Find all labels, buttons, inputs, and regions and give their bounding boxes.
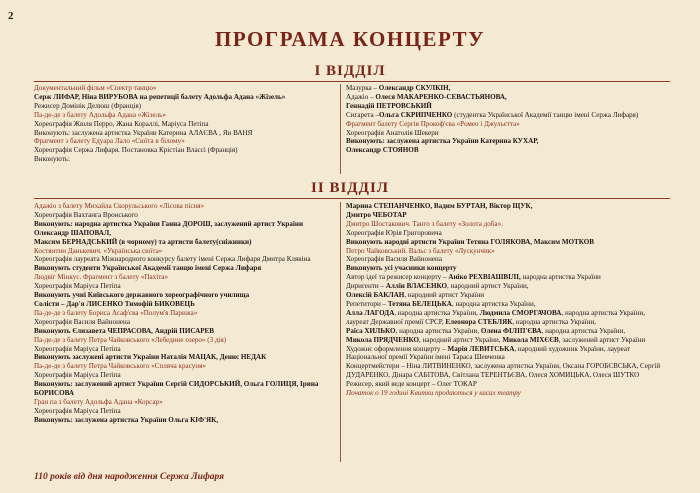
line-text: Геннадій ПЕТРОВСЬКИЙ bbox=[346, 101, 432, 110]
line-text: , народна артистка України, bbox=[451, 299, 536, 308]
line-text: Сигарета – bbox=[346, 110, 379, 119]
program-line bbox=[34, 273, 334, 282]
line-text: Олександр СТОЯНОВ bbox=[346, 146, 419, 155]
section-1-column-divider bbox=[340, 84, 341, 174]
line-text: Максим БЕРНАДСЬКИЙ (в чорному) та артисти балету(сніжинки) bbox=[34, 237, 252, 246]
program-line bbox=[346, 202, 668, 211]
section-2-right-column bbox=[346, 202, 668, 398]
program-line bbox=[346, 380, 668, 389]
line-text: Хореографія Василя Вайнонена bbox=[346, 255, 442, 264]
program-line bbox=[34, 309, 334, 318]
line-text: Диригенти – bbox=[346, 282, 386, 291]
program-line bbox=[34, 282, 334, 291]
program-line bbox=[346, 220, 668, 229]
line-text: Па-де-де з балету Петра Чайковського «Спляча красуня» bbox=[34, 362, 206, 371]
line-text: Фрагмент балету Сергія Прокоф'єва «Ромео і Джульєтта» bbox=[346, 119, 520, 128]
program-line bbox=[346, 282, 668, 291]
program-line bbox=[346, 93, 666, 102]
performer-name: Елеонора СТЕБЛЯК bbox=[445, 317, 513, 326]
section-2-title: ІІ ВІДДІЛ bbox=[311, 180, 389, 196]
program-line bbox=[34, 129, 334, 138]
program-line bbox=[346, 389, 668, 398]
line-text: Концертмейстери – Ніна ЛИТВИНЕНКО, заслужена артистка України, Оксана ГОРОБЄВСЬКА, Сергій ДУДАРЕНКО, Дінара САБІТОВА, Світлана ТЕРЕНТЬЄВА, Олеся ХОМИЦЬКА, Олеся ШУТКО bbox=[346, 362, 661, 380]
line-text: Виконують учні Київського державного хореографічного училища bbox=[34, 291, 250, 300]
line-text: Автор ідеї та режисер концерту – bbox=[346, 273, 449, 282]
line-text: Гран па з балету Адольфа Адана «Корсар» bbox=[34, 397, 163, 406]
program-line bbox=[34, 137, 334, 146]
performer-name: Микола ПРЯДЧЕНКО bbox=[346, 335, 419, 344]
program-line bbox=[346, 264, 668, 273]
line-text: , народний артист України bbox=[404, 291, 485, 300]
line-text: Виконують заслужені артисти України Наталія МАЦАК, Денис НЕДАК bbox=[34, 353, 267, 362]
program-line bbox=[346, 362, 668, 380]
program-line bbox=[34, 120, 334, 129]
section-1-divider bbox=[34, 81, 670, 82]
line-text: Фрагмент з балету Едуара Лало «Сюїта в білому» bbox=[34, 137, 185, 146]
line-text: Серж ЛИФАР, Ніна ВИРУБОВА на репетиції балету Адольфа Адана «Жізель» bbox=[34, 92, 286, 101]
line-text: Петро Чайковський. Вальс з балету «Лускунчик» bbox=[346, 246, 495, 255]
line-text: , народна артистка України, bbox=[541, 326, 626, 335]
line-text: Дмитро Шостакович. Танго з балету «Золота доба». bbox=[346, 219, 503, 228]
page-title: ПРОГРАМА КОНЦЕРТУ bbox=[215, 27, 485, 51]
line-text: Солісти – Дар'я ЛИСЕНКО Тимофій БИКОВЕЦЬ bbox=[34, 299, 195, 308]
line-text: народна артистка України bbox=[520, 273, 601, 282]
program-line bbox=[346, 84, 666, 93]
program-line bbox=[346, 238, 668, 247]
section-1-title: І ВІДДІЛ bbox=[314, 63, 386, 79]
program-line bbox=[34, 264, 334, 273]
line-text: Документальний фільм «Спектр танцю» bbox=[34, 84, 157, 92]
program-line bbox=[34, 362, 334, 371]
line-text: (студентка Української Академії танцю імені Сержа Лифаря) bbox=[452, 110, 639, 119]
performer-name: Аніко РЕХВІАШВІЛІ, bbox=[448, 273, 521, 282]
program-line bbox=[34, 398, 334, 407]
performer-name: Ольга СКРИПЧЕНКО bbox=[378, 110, 453, 119]
program-line bbox=[346, 291, 668, 300]
line-text: Виконують: заслужений артист України Сергій СИДОРСЬКИЙ, Ольга ГОЛИЦЯ, Ірина БОРИСОВА bbox=[34, 380, 319, 398]
line-text: , народний художник України, лауреат Національної премії України імені Тараса Шевченка bbox=[346, 344, 630, 362]
program-line bbox=[346, 211, 668, 220]
line-text: Адажіо – bbox=[346, 92, 376, 101]
line-text: Репетитори – bbox=[346, 299, 388, 308]
line-text: Хореографія Сержа Лифаря. Постановка Крістіан Влассі (Франція) bbox=[34, 146, 238, 155]
program-line bbox=[34, 371, 334, 380]
line-text: , народний артист України, bbox=[447, 282, 529, 291]
performer-name: Тетяна БЕЛЕЦЬКА bbox=[387, 299, 452, 308]
program-line bbox=[346, 309, 668, 327]
line-text: Хореографія Маріуса Петіпа bbox=[34, 371, 121, 380]
program-line bbox=[34, 238, 334, 247]
line-text: Виконують Єлизавета ЧЕПРАСОВА, Андрій ПИСАРЕВ bbox=[34, 326, 215, 335]
line-text: Хореографія Василя Вайнонена bbox=[34, 317, 130, 326]
program-line bbox=[346, 120, 666, 129]
line-text: , народний артист України, bbox=[418, 335, 503, 344]
line-text: Виконують: народна артистка України Ганна ДОРОШ, заслужений артист України Олександр ШАПОВАЛ, bbox=[34, 219, 304, 237]
program-line bbox=[346, 102, 666, 111]
line-text: , народна артистка України, bbox=[394, 308, 480, 317]
line-text: Початок о 19 годині Квитки продаються у касах театру bbox=[346, 389, 521, 398]
line-text: Виконують студенти Української Академії танцю імені Сержа Лифаря bbox=[34, 264, 262, 273]
performer-name: Раїса ХИЛЬКО bbox=[346, 326, 396, 335]
program-line bbox=[34, 102, 334, 111]
program-line bbox=[34, 155, 334, 164]
line-text: Хореографія Маріуса Петіпа bbox=[34, 282, 121, 291]
line-text: Виконують: заслужена артистка України Катерина КУХАР, bbox=[346, 137, 539, 146]
page-number: 2 bbox=[8, 10, 14, 22]
footer-caption: 110 років від дня народження Сержа Лифаря bbox=[34, 472, 225, 482]
performer-name: Олена ФІЛІП'ЄВА bbox=[480, 326, 542, 335]
line-text: Па-де-де з балету Бориса Асаф'єва «Полум'я Парижа» bbox=[34, 308, 198, 317]
line-text: Па-де-де з балету Адольфа Адана «Жізель» bbox=[34, 110, 166, 119]
program-line bbox=[34, 255, 334, 264]
program-line bbox=[346, 327, 668, 336]
line-text: Хореографія лауреата Міжнародного конкурсу балету імені Сержа Лифаря Дмитра Клявіна bbox=[34, 255, 311, 264]
program-line bbox=[346, 111, 666, 120]
program-line bbox=[346, 129, 666, 138]
line-text: Виконують усі учасники концерту bbox=[346, 264, 457, 273]
section-2-divider bbox=[34, 198, 670, 199]
line-text: Режисер Домінік Делюш (Франція) bbox=[34, 101, 142, 110]
line-text: , народна артистка України, лауреат Державної премії СРСР, bbox=[346, 308, 645, 326]
line-text: Режисер, який веде концерт – Олег ТОКАР bbox=[346, 380, 477, 389]
line-text: Художнє оформлення концерту – bbox=[346, 344, 448, 353]
program-line bbox=[34, 300, 334, 309]
performer-name: Олеся МАКАРЕНКО-СЕВАСТЬЯНОВА, bbox=[375, 92, 507, 101]
program-line bbox=[34, 318, 334, 327]
program-line bbox=[34, 416, 334, 425]
program-line bbox=[346, 247, 668, 256]
program-line bbox=[34, 336, 334, 345]
line-text: Виконують народні артисти України Тетяна ГОЛЯКОВА, Максим МОТКОВ bbox=[346, 237, 595, 246]
line-text: Виконують: заслужена артистка України Катерина АЛАЄВА , Ян ВАНЯ bbox=[34, 128, 253, 137]
line-text: Адажіо з балету Михайла Скорульського «Лісова пісня» bbox=[34, 202, 205, 210]
program-line bbox=[34, 111, 334, 120]
line-text: Дмитро ЧЕБОТАР bbox=[346, 210, 407, 219]
program-line bbox=[34, 327, 334, 336]
line-text: Виконують: bbox=[34, 155, 71, 164]
line-text: Па-де-де з балету Петра Чайковського «Лебедине озеро» (3 дія) bbox=[34, 335, 227, 344]
line-text: Хореографія Маріуса Петіпа bbox=[34, 344, 121, 353]
line-text: Марина СТЕПАНЧЕНКО, Вадим БУРТАН, Віктор ЩУК, bbox=[346, 202, 533, 210]
line-text: Виконують: заслужена артистка України Ольга КІФ'ЯК, bbox=[34, 415, 219, 424]
line-text: , народна артистка України, bbox=[395, 326, 481, 335]
section-2-column-divider bbox=[340, 202, 341, 462]
performer-name: Микола МІХЄЄВ bbox=[502, 335, 559, 344]
program-line bbox=[346, 345, 668, 363]
performer-name: Олександр СКУЛКІН, bbox=[378, 84, 451, 92]
program-line bbox=[34, 353, 334, 362]
program-line bbox=[346, 146, 666, 155]
performer-name: Людмила СМОРГАЧОВА bbox=[479, 308, 562, 317]
line-text: , заслужений артист України bbox=[558, 335, 646, 344]
program-line bbox=[34, 380, 334, 398]
line-text: Хореографія Жюля Перро, Жана Кораллі, Маріуса Петіпа bbox=[34, 119, 209, 128]
program-line bbox=[346, 300, 668, 309]
performer-name: Олексій БАКЛАН bbox=[346, 291, 405, 300]
program-line bbox=[34, 202, 334, 211]
line-text: , народна артистка України, bbox=[512, 317, 596, 326]
program-line bbox=[346, 336, 668, 345]
program-line bbox=[34, 345, 334, 354]
section-1-left-column bbox=[34, 84, 334, 164]
line-text: Костянтин Данькевич. «Українська сюїта» bbox=[34, 246, 163, 255]
section-1-right-column bbox=[346, 84, 666, 155]
performer-name: Алла ЛАГОДА bbox=[346, 308, 395, 317]
line-text: Хореографія Вахтанга Вронського bbox=[34, 210, 138, 219]
program-line bbox=[34, 291, 334, 300]
section-2-left-column bbox=[34, 202, 334, 425]
line-text: Мазурка – bbox=[346, 84, 379, 92]
program-line bbox=[34, 407, 334, 416]
line-text: Людвіг Мінкус. Фрагмент з балету «Пахіта» bbox=[34, 273, 169, 282]
performer-name: Аллін ВЛАСЕНКО bbox=[385, 282, 448, 291]
program-line bbox=[34, 220, 334, 238]
program-line bbox=[346, 229, 668, 238]
performer-name: Марія ЛЕВИТСЬКА bbox=[447, 344, 515, 353]
program-line bbox=[34, 247, 334, 256]
line-text: Хореографія Анатолія Шекери bbox=[346, 128, 439, 137]
program-line bbox=[346, 255, 668, 264]
program-line bbox=[34, 146, 334, 155]
program-line bbox=[34, 84, 334, 93]
program-line bbox=[34, 211, 334, 220]
line-text: Хореографія Юрія Григоровича bbox=[346, 228, 442, 237]
program-line bbox=[346, 137, 666, 146]
program-line bbox=[346, 273, 668, 282]
line-text: Хореографія Маріуса Петіпа bbox=[34, 406, 121, 415]
program-line bbox=[34, 93, 334, 102]
